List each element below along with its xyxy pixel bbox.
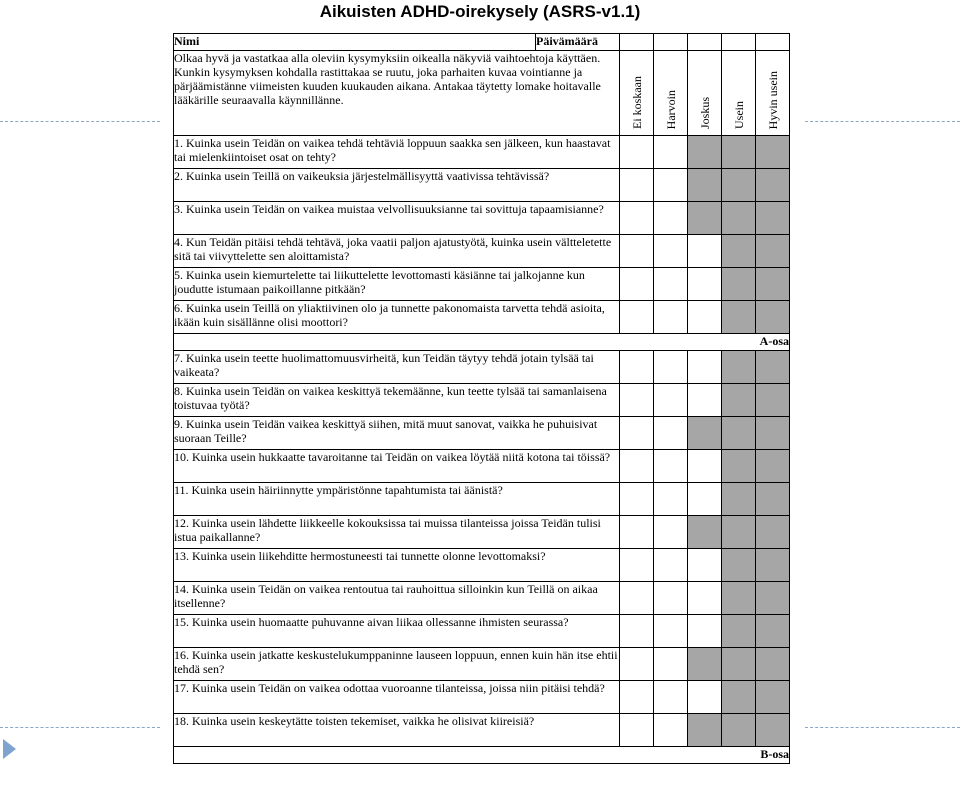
answer-box-harvoin[interactable]	[654, 268, 688, 301]
slide-divider	[0, 727, 160, 728]
question-text: 12. Kuinka usein lähdette liikkeelle kokouksissa tai muissa tilanteissa joissa Teidän tulisi istua paikallanne?	[174, 516, 620, 549]
answer-box-harvoin[interactable]	[654, 384, 688, 417]
answer-box-hyvin-usein[interactable]	[756, 582, 790, 615]
answer-box-harvoin[interactable]	[654, 516, 688, 549]
answer-box-joskus[interactable]	[688, 169, 722, 202]
answer-box-hyvin-usein[interactable]	[756, 615, 790, 648]
answer-box-ei-koskaan[interactable]	[620, 268, 654, 301]
answer-box-usein[interactable]	[722, 450, 756, 483]
answer-box-hyvin-usein[interactable]	[756, 301, 790, 334]
answer-box-joskus[interactable]	[688, 384, 722, 417]
answer-box-hyvin-usein[interactable]	[756, 516, 790, 549]
question-row	[174, 714, 790, 747]
column-header-hyvin-usein: Hyvin usein	[756, 51, 790, 136]
asrs-form-table	[173, 33, 790, 764]
date-label: Päivämäärä	[536, 34, 620, 51]
answer-box-harvoin[interactable]	[654, 648, 688, 681]
answer-box-ei-koskaan[interactable]	[620, 417, 654, 450]
answer-box-usein[interactable]	[722, 549, 756, 582]
answer-box-hyvin-usein[interactable]	[756, 202, 790, 235]
answer-box-usein[interactable]	[722, 351, 756, 384]
play-arrow-icon[interactable]	[3, 739, 16, 759]
answer-box-joskus[interactable]	[688, 202, 722, 235]
question-text: 5. Kuinka usein kiemurtelette tai liikuttelette levottomasti käsiänne tai jalkojanne kun joudutte istumaan paikoillanne pitkään?	[174, 268, 620, 301]
question-text: 7. Kuinka usein teette huolimattomuusvirheitä, kun Teidän täytyy tehdä jotain tylsää tai vaikeata?	[174, 351, 620, 384]
date-field[interactable]	[756, 34, 790, 51]
document-title: Aikuisten ADHD-oirekysely (ASRS-v1.1)	[319, 2, 641, 21]
answer-box-usein[interactable]	[722, 582, 756, 615]
answer-box-usein[interactable]	[722, 615, 756, 648]
answer-box-ei-koskaan[interactable]	[620, 351, 654, 384]
answer-box-usein[interactable]	[722, 681, 756, 714]
answer-box-harvoin[interactable]	[654, 681, 688, 714]
question-text: 2. Kuinka usein Teillä on vaikeuksia järjestelmällisyyttä vaativissa tehtävissä?	[174, 169, 620, 202]
column-header-joskus: Joskus	[688, 51, 722, 136]
question-text: 13. Kuinka usein liikehditte hermostuneesti tai tunnette olonne levottomaksi?	[174, 549, 620, 582]
question-row	[174, 483, 790, 516]
answer-box-hyvin-usein[interactable]	[756, 351, 790, 384]
question-text: 8. Kuinka usein Teidän on vaikea keskittyä tekemäänne, kun teette tylsää tai samanlaisena toistuvaa työtä?	[174, 384, 620, 417]
answer-box-usein[interactable]	[722, 202, 756, 235]
question-text: 16. Kuinka usein jatkatte keskustelukumppaninne lauseen loppuun, ennen kuin hän itse ehtii tehdä sen?	[174, 648, 620, 681]
question-row	[174, 615, 790, 648]
answer-box-ei-koskaan[interactable]	[620, 202, 654, 235]
part-a-row	[174, 334, 790, 351]
answer-box-harvoin[interactable]	[654, 235, 688, 268]
date-field[interactable]	[688, 34, 722, 51]
answer-box-usein[interactable]	[722, 268, 756, 301]
answer-box-ei-koskaan[interactable]	[620, 681, 654, 714]
question-row	[174, 384, 790, 417]
answer-box-joskus[interactable]	[688, 549, 722, 582]
answer-box-harvoin[interactable]	[654, 417, 688, 450]
question-row	[174, 268, 790, 301]
answer-box-ei-koskaan[interactable]	[620, 549, 654, 582]
answer-box-ei-koskaan[interactable]	[620, 301, 654, 334]
part-b-label: B-osa	[174, 747, 790, 764]
question-row	[174, 582, 790, 615]
answer-box-usein[interactable]	[722, 714, 756, 747]
answer-box-harvoin[interactable]	[654, 582, 688, 615]
answer-box-joskus[interactable]	[688, 516, 722, 549]
question-text: 14. Kuinka usein Teidän on vaikea rentoutua tai rauhoittua silloinkin kun Teillä on aikaa itsellenne?	[174, 582, 620, 615]
answer-box-joskus[interactable]	[688, 615, 722, 648]
column-header-harvoin: Harvoin	[654, 51, 688, 136]
instructions-row	[174, 51, 790, 136]
answer-box-usein[interactable]	[722, 417, 756, 450]
answer-box-usein[interactable]	[722, 136, 756, 169]
question-text: 15. Kuinka usein huomaatte puhuvanne aivan liikaa ollessanne ihmisten seurassa?	[174, 615, 620, 648]
answer-box-usein[interactable]	[722, 384, 756, 417]
part-b-row	[174, 747, 790, 764]
answer-box-joskus[interactable]	[688, 450, 722, 483]
answer-box-harvoin[interactable]	[654, 450, 688, 483]
answer-box-hyvin-usein[interactable]	[756, 169, 790, 202]
column-header-ei-koskaan: Ei koskaan	[620, 51, 654, 136]
date-field[interactable]	[654, 34, 688, 51]
question-text: 18. Kuinka usein keskeytätte toisten tekemiset, vaikka he olisivat kiireisiä?	[174, 714, 620, 747]
question-text: 6. Kuinka usein Teillä on yliaktiivinen olo ja tunnette pakonomaista tarvetta tehdä asioita, ikään kuin sisällänne olisi moottori?	[174, 301, 620, 334]
slide-divider	[805, 727, 960, 728]
instructions-text: Olkaa hyvä ja vastatkaa alla oleviin kysymyksiin oikealla näkyviä vaihtoehtoja käyttäen. Kunkin kysymyksen kohdalla rastittakaa se ruutu, joka parhaiten kuvaa vointianne ja pärjäämistänne viimeisten kuuden kuukauden aikana. Antakaa täytetty lomake hoitavalle lääkärille seuraavalla käynnillänne.	[174, 51, 620, 136]
answer-box-hyvin-usein[interactable]	[756, 384, 790, 417]
answer-box-ei-koskaan[interactable]	[620, 483, 654, 516]
answer-box-ei-koskaan[interactable]	[620, 169, 654, 202]
answer-box-joskus[interactable]	[688, 582, 722, 615]
question-row	[174, 301, 790, 334]
answer-box-harvoin[interactable]	[654, 169, 688, 202]
answer-box-harvoin[interactable]	[654, 136, 688, 169]
question-row	[174, 235, 790, 268]
column-header-usein: Usein	[722, 51, 756, 136]
question-row	[174, 169, 790, 202]
answer-box-hyvin-usein[interactable]	[756, 549, 790, 582]
answer-box-joskus[interactable]	[688, 235, 722, 268]
answer-box-ei-koskaan[interactable]	[620, 516, 654, 549]
answer-box-hyvin-usein[interactable]	[756, 235, 790, 268]
answer-box-hyvin-usein[interactable]	[756, 268, 790, 301]
answer-box-joskus[interactable]	[688, 483, 722, 516]
slide-divider	[805, 121, 960, 122]
question-row	[174, 549, 790, 582]
answer-box-ei-koskaan[interactable]	[620, 714, 654, 747]
question-row	[174, 516, 790, 549]
question-text: 1. Kuinka usein Teidän on vaikea tehdä tehtäviä loppuun saakka sen jälkeen, kun haastavat tai mielenkiintoiset osat on tehty?	[174, 136, 620, 169]
answer-box-hyvin-usein[interactable]	[756, 714, 790, 747]
answer-box-harvoin[interactable]	[654, 301, 688, 334]
answer-box-ei-koskaan[interactable]	[620, 136, 654, 169]
answer-box-hyvin-usein[interactable]	[756, 681, 790, 714]
question-row	[174, 351, 790, 384]
question-row	[174, 648, 790, 681]
question-text: 17. Kuinka usein Teidän on vaikea odottaa vuoroanne tilanteissa, joissa niin pitäisi tehdä?	[174, 681, 620, 714]
answer-box-harvoin[interactable]	[654, 549, 688, 582]
question-text: 3. Kuinka usein Teidän on vaikea muistaa velvollisuuksianne tai sovittuja tapaamisianne?	[174, 202, 620, 235]
answer-box-usein[interactable]	[722, 169, 756, 202]
answer-box-hyvin-usein[interactable]	[756, 648, 790, 681]
answer-box-ei-koskaan[interactable]	[620, 384, 654, 417]
answer-box-ei-koskaan[interactable]	[620, 648, 654, 681]
name-field[interactable]	[620, 34, 654, 51]
date-field[interactable]	[722, 34, 756, 51]
answer-box-harvoin[interactable]	[654, 483, 688, 516]
part-a-label: A-osa	[174, 334, 790, 351]
answer-box-joskus[interactable]	[688, 351, 722, 384]
answer-box-harvoin[interactable]	[654, 351, 688, 384]
slide-divider	[0, 121, 160, 122]
answer-box-ei-koskaan[interactable]	[620, 582, 654, 615]
answer-box-usein[interactable]	[722, 516, 756, 549]
answer-box-hyvin-usein[interactable]	[756, 483, 790, 516]
answer-box-joskus[interactable]	[688, 681, 722, 714]
answer-box-usein[interactable]	[722, 483, 756, 516]
answer-box-harvoin[interactable]	[654, 714, 688, 747]
question-row	[174, 417, 790, 450]
answer-box-hyvin-usein[interactable]	[756, 450, 790, 483]
answer-box-joskus[interactable]	[688, 417, 722, 450]
question-text: 10. Kuinka usein hukkaatte tavaroitanne tai Teidän on vaikea löytää niitä kotona tai töissä?	[174, 450, 620, 483]
answer-box-joskus[interactable]	[688, 301, 722, 334]
question-row	[174, 450, 790, 483]
answer-box-ei-koskaan[interactable]	[620, 450, 654, 483]
answer-box-joskus[interactable]	[688, 268, 722, 301]
question-text: 4. Kun Teidän pitäisi tehdä tehtävä, joka vaatii paljon ajatustyötä, kuinka usein vältteletette sitä tai viivyttelette sen aloittamista?	[174, 235, 620, 268]
answer-box-hyvin-usein[interactable]	[756, 417, 790, 450]
answer-box-ei-koskaan[interactable]	[620, 235, 654, 268]
answer-box-harvoin[interactable]	[654, 615, 688, 648]
answer-box-joskus[interactable]	[688, 136, 722, 169]
question-row	[174, 202, 790, 235]
answer-box-ei-koskaan[interactable]	[620, 615, 654, 648]
answer-box-usein[interactable]	[722, 235, 756, 268]
question-text: 11. Kuinka usein häiriinnytte ympäristönne tapahtumista tai äänistä?	[174, 483, 620, 516]
question-text: 9. Kuinka usein Teidän vaikea keskittyä siihen, mitä muut sanovat, vaikka he puhuisivat suoraan Teille?	[174, 417, 620, 450]
answer-box-usein[interactable]	[722, 301, 756, 334]
answer-box-hyvin-usein[interactable]	[756, 136, 790, 169]
answer-box-joskus[interactable]	[688, 648, 722, 681]
question-row	[174, 136, 790, 169]
answer-box-usein[interactable]	[722, 648, 756, 681]
header-row	[174, 34, 790, 51]
question-row	[174, 681, 790, 714]
name-label: Nimi	[174, 34, 536, 51]
answer-box-joskus[interactable]	[688, 714, 722, 747]
answer-box-harvoin[interactable]	[654, 202, 688, 235]
